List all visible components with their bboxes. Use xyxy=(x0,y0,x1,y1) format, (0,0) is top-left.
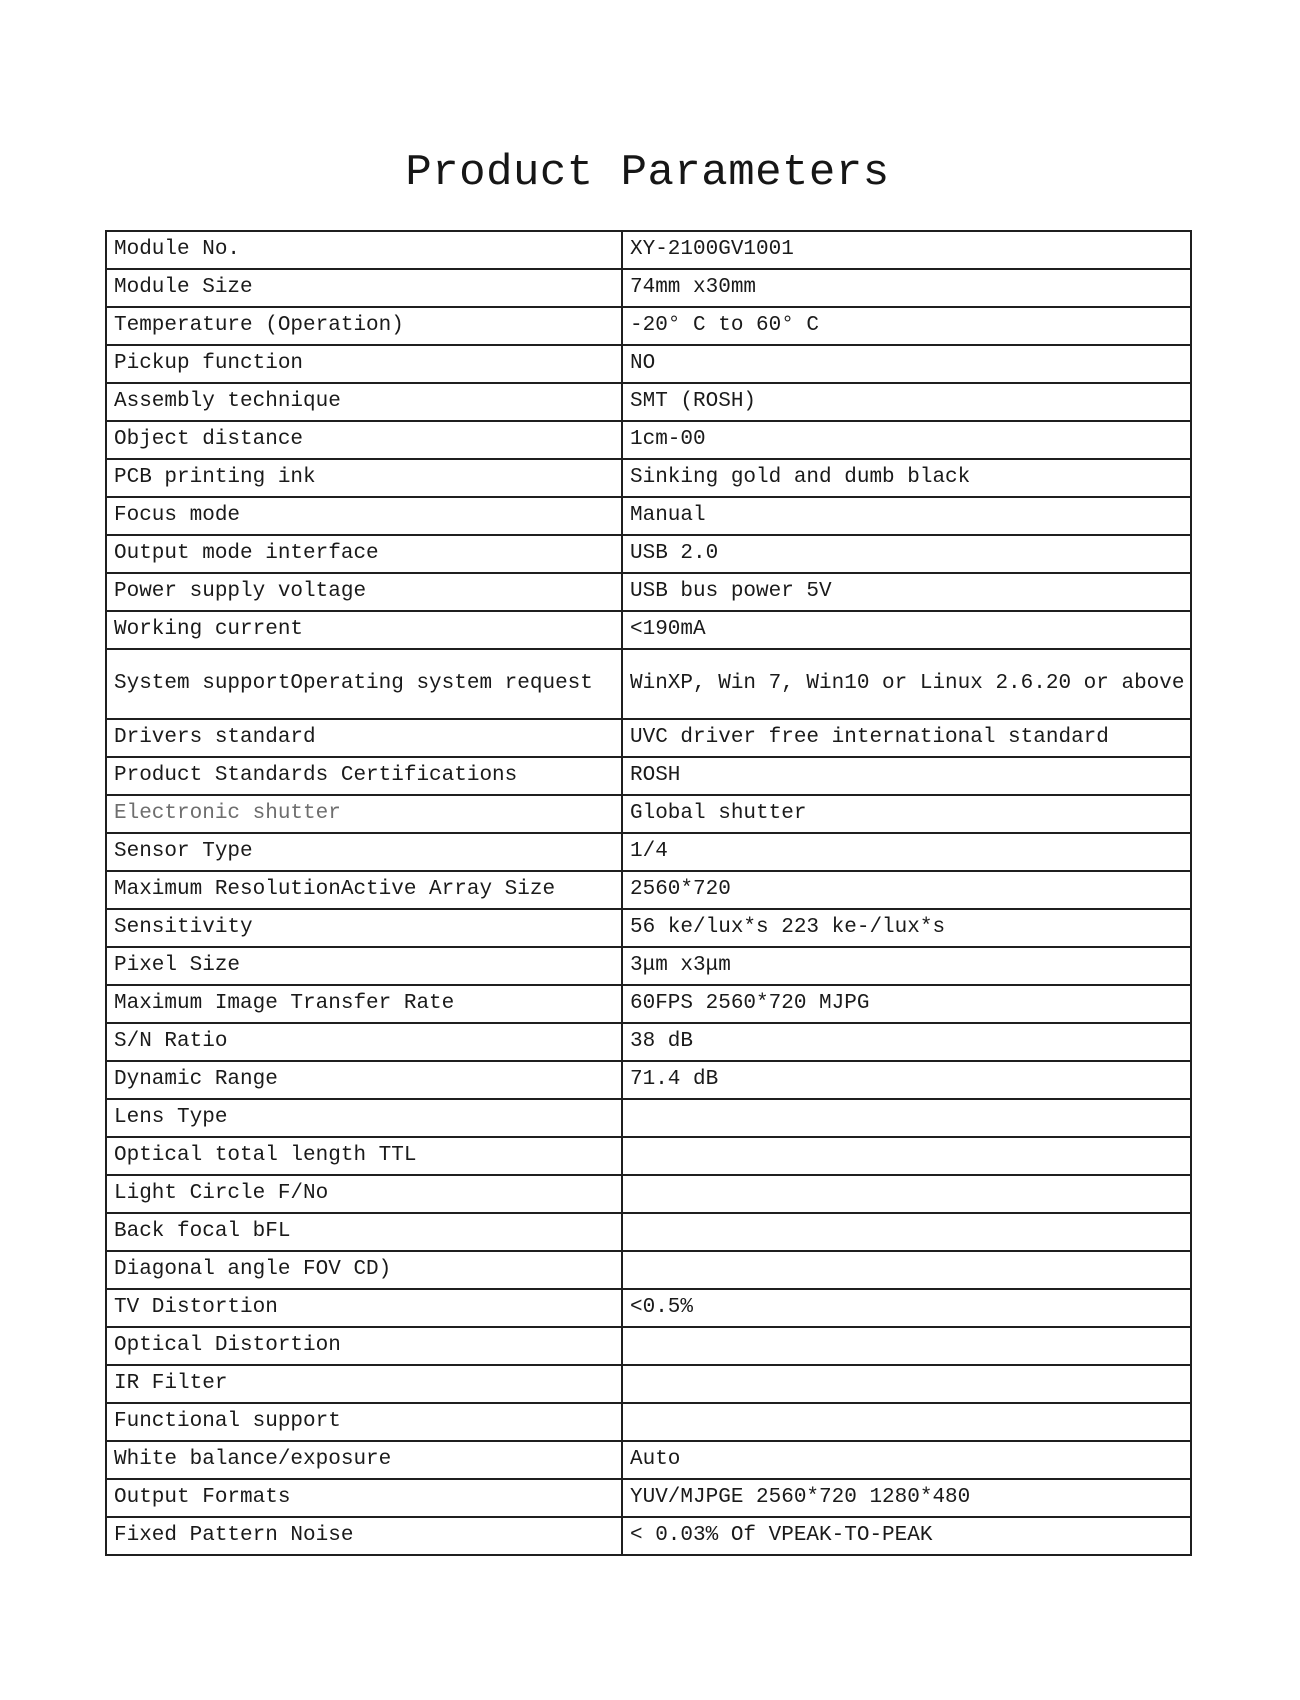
parameter-label: Module No. xyxy=(106,231,622,269)
table-row xyxy=(106,231,1191,269)
parameter-value: 1/4 xyxy=(622,833,1191,871)
table-row xyxy=(106,1517,1191,1555)
parameter-value xyxy=(622,1099,1191,1137)
table-row xyxy=(106,1213,1191,1251)
parameter-value xyxy=(622,1251,1191,1289)
table-row xyxy=(106,535,1191,573)
table-row xyxy=(106,757,1191,795)
parameter-label: Functional support xyxy=(106,1403,622,1441)
parameter-label: White balance/exposure xyxy=(106,1441,622,1479)
parameter-label: Output Formats xyxy=(106,1479,622,1517)
parameter-label: Working current xyxy=(106,611,622,649)
parameter-value: USB 2.0 xyxy=(622,535,1191,573)
parameter-label: Assembly technique xyxy=(106,383,622,421)
parameter-label: Module Size xyxy=(106,269,622,307)
parameter-value: 71.4 dB xyxy=(622,1061,1191,1099)
parameter-value: 2560*720 xyxy=(622,871,1191,909)
parameter-label: Optical total length TTL xyxy=(106,1137,622,1175)
parameter-value: Auto xyxy=(622,1441,1191,1479)
parameter-value xyxy=(622,1175,1191,1213)
table-row xyxy=(106,649,1191,719)
parameter-value: -20° C to 60° C xyxy=(622,307,1191,345)
page-title: Product Parameters xyxy=(405,148,890,198)
table-row xyxy=(106,269,1191,307)
parameter-value: SMT (ROSH) xyxy=(622,383,1191,421)
table-row xyxy=(106,1289,1191,1327)
table-row xyxy=(106,795,1191,833)
table-body xyxy=(106,231,1191,1555)
parameter-value: USB bus power 5V xyxy=(622,573,1191,611)
parameter-label: Focus mode xyxy=(106,497,622,535)
table-row xyxy=(106,459,1191,497)
parameter-label: Electronic shutter xyxy=(106,795,622,833)
table-row xyxy=(106,573,1191,611)
parameter-label: Object distance xyxy=(106,421,622,459)
parameter-label: Sensitivity xyxy=(106,909,622,947)
parameter-label: Product Standards Certifications xyxy=(106,757,622,795)
table-row xyxy=(106,497,1191,535)
parameter-label: Pixel Size xyxy=(106,947,622,985)
product-parameters-table xyxy=(105,230,1192,1556)
parameter-label: Temperature (Operation) xyxy=(106,307,622,345)
parameter-label: Drivers standard xyxy=(106,719,622,757)
table-row xyxy=(106,1099,1191,1137)
parameter-value: YUV/MJPGE 2560*720 1280*480 xyxy=(622,1479,1191,1517)
parameter-label: Maximum ResolutionActive Array Size xyxy=(106,871,622,909)
parameter-value: UVC driver free international standard xyxy=(622,719,1191,757)
parameter-label: Output mode interface xyxy=(106,535,622,573)
parameter-value: XY-2100GV1001 xyxy=(622,231,1191,269)
table-row xyxy=(106,1479,1191,1517)
table-row xyxy=(106,1251,1191,1289)
parameter-label: Optical Distortion xyxy=(106,1327,622,1365)
parameter-label: Light Circle F/No xyxy=(106,1175,622,1213)
parameter-label: TV Distortion xyxy=(106,1289,622,1327)
table-row xyxy=(106,947,1191,985)
table-row xyxy=(106,1137,1191,1175)
table-row xyxy=(106,985,1191,1023)
parameter-label: Maximum Image Transfer Rate xyxy=(106,985,622,1023)
parameter-label: Back focal bFL xyxy=(106,1213,622,1251)
table-row xyxy=(106,1365,1191,1403)
parameter-label: Pickup function xyxy=(106,345,622,383)
parameter-value: 1cm-00 xyxy=(622,421,1191,459)
parameter-value: Global shutter xyxy=(622,795,1191,833)
parameter-value xyxy=(622,1365,1191,1403)
table-row xyxy=(106,833,1191,871)
parameter-value xyxy=(622,1403,1191,1441)
table-row xyxy=(106,719,1191,757)
parameter-value: 74mm x30mm xyxy=(622,269,1191,307)
parameter-label: Sensor Type xyxy=(106,833,622,871)
parameter-label: Power supply voltage xyxy=(106,573,622,611)
table-row xyxy=(106,1403,1191,1441)
parameter-label: Fixed Pattern Noise xyxy=(106,1517,622,1555)
parameter-value xyxy=(622,1327,1191,1365)
parameter-value: 38 dB xyxy=(622,1023,1191,1061)
parameter-value: <0.5% xyxy=(622,1289,1191,1327)
parameter-label: IR Filter xyxy=(106,1365,622,1403)
parameter-value xyxy=(622,1213,1191,1251)
table-row xyxy=(106,1023,1191,1061)
parameter-value: Sinking gold and dumb black xyxy=(622,459,1191,497)
table-row xyxy=(106,909,1191,947)
parameter-value: 3μm x3μm xyxy=(622,947,1191,985)
parameter-value: WinXP, Win 7, Win10 or Linux 2.6.20 or above xyxy=(622,649,1191,719)
parameter-value: 60FPS 2560*720 MJPG xyxy=(622,985,1191,1023)
table-row xyxy=(106,611,1191,649)
parameter-label: System supportOperating system request xyxy=(106,649,622,719)
parameter-label: Lens Type xyxy=(106,1099,622,1137)
table-row xyxy=(106,1175,1191,1213)
table-row xyxy=(106,1441,1191,1479)
table-row xyxy=(106,307,1191,345)
parameter-value xyxy=(622,1137,1191,1175)
parameter-label: PCB printing ink xyxy=(106,459,622,497)
table-row xyxy=(106,345,1191,383)
table-row xyxy=(106,383,1191,421)
parameter-value: < 0.03% Of VPEAK-TO-PEAK xyxy=(622,1517,1191,1555)
table-row xyxy=(106,1061,1191,1099)
table-row xyxy=(106,421,1191,459)
parameter-label: S/N Ratio xyxy=(106,1023,622,1061)
parameter-value: <190mA xyxy=(622,611,1191,649)
parameter-value: ROSH xyxy=(622,757,1191,795)
parameter-value: 56 ke/lux*s 223 ke-/lux*s xyxy=(622,909,1191,947)
parameter-label: Diagonal angle FOV CD) xyxy=(106,1251,622,1289)
parameter-value: Manual xyxy=(622,497,1191,535)
table-row xyxy=(106,871,1191,909)
parameter-value: NO xyxy=(622,345,1191,383)
table-row xyxy=(106,1327,1191,1365)
parameter-label: Dynamic Range xyxy=(106,1061,622,1099)
